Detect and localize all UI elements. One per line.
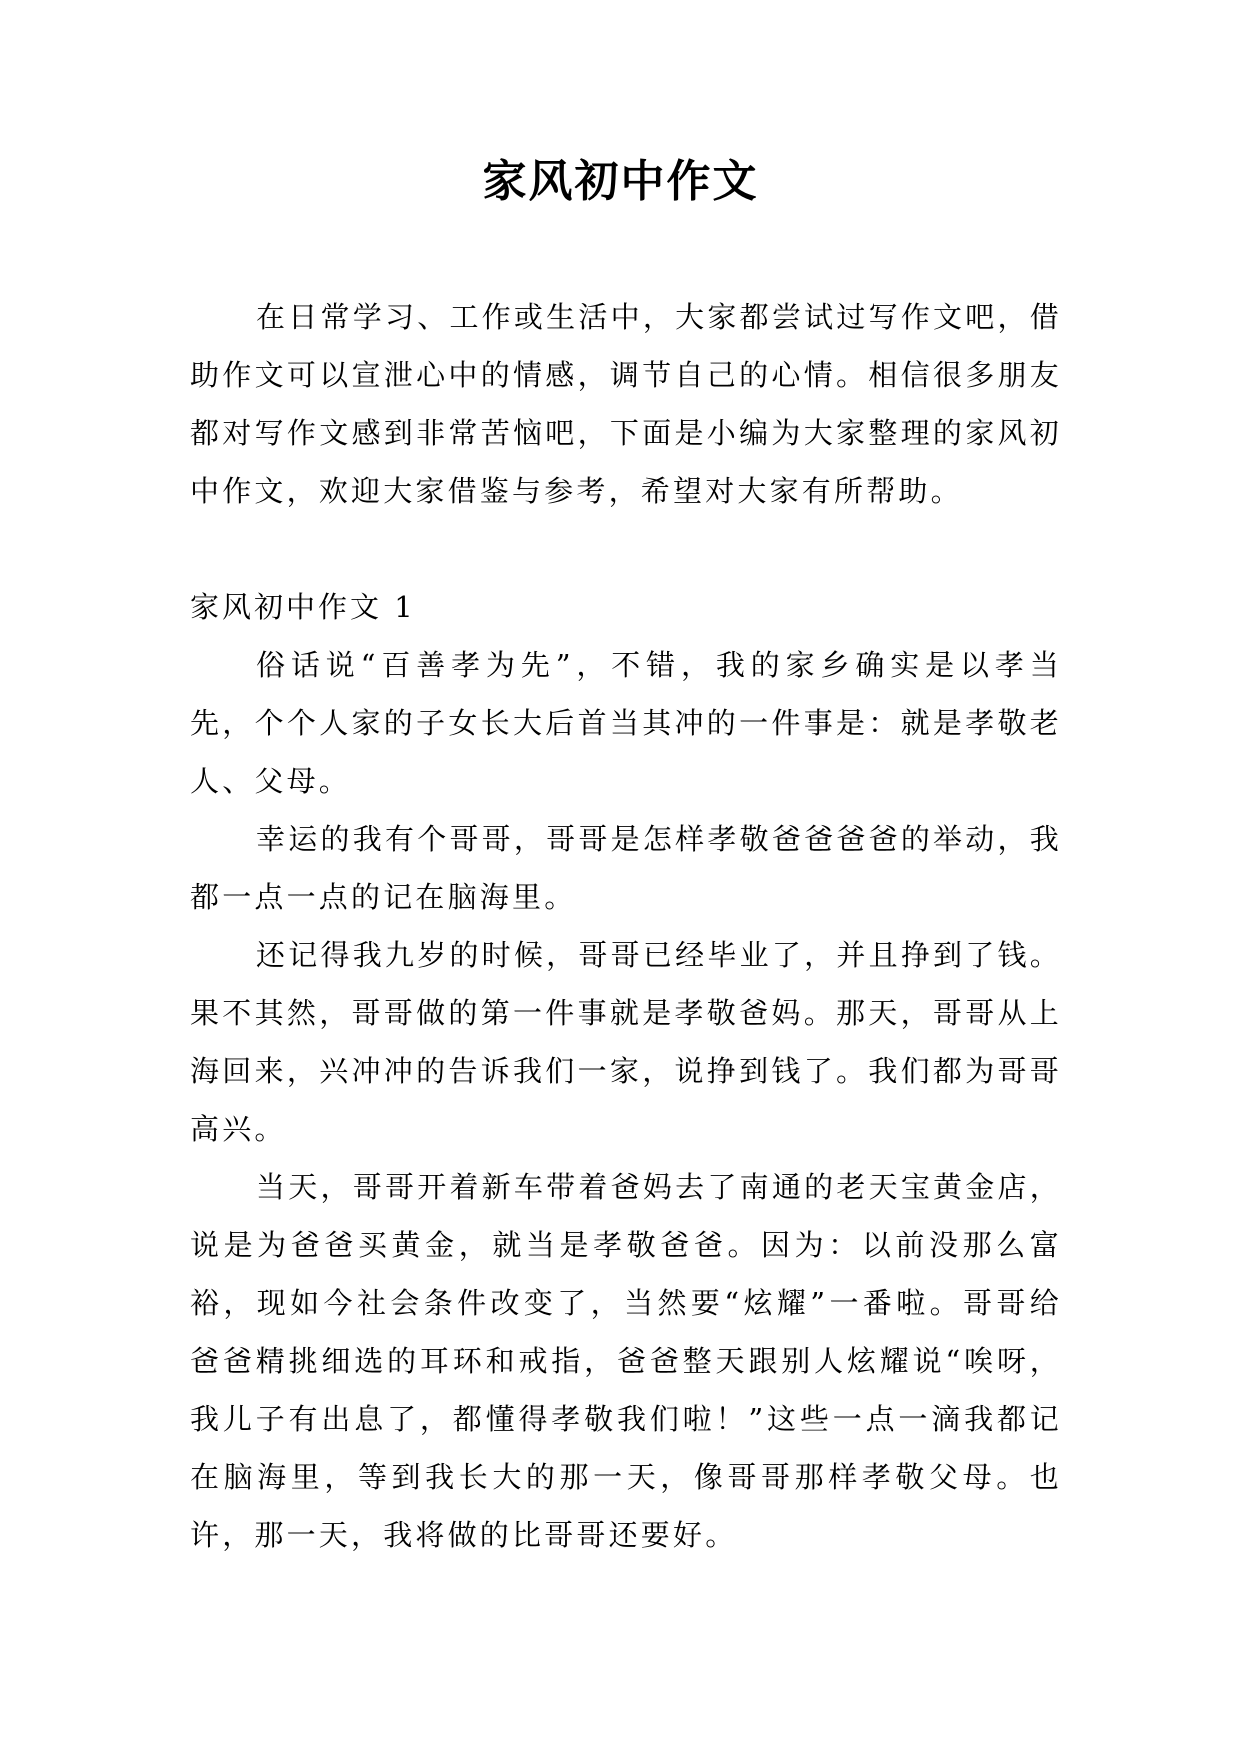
essay-paragraph-4: 当天，哥哥开着新车带着爸妈去了南通的老天宝黄金店，说是为爸爸买黄金，就当是孝敬爸爸。因为：以前没那么富裕，现如今社会条件改变了，当然要“炫耀”一番啦。哥哥给爸爸精挑细选的耳环和戒指，爸爸整天跟别人炫耀说“唉呀，我儿子有出息了，都懂得孝敬我们啦！”这些一点一滴我都记在脑海里，等到我长大的那一天，像哥哥那样孝敬父母。也许，那一天，我将做的比哥哥还要好。 xyxy=(190,1170,1062,1552)
document-title: 家风初中作文 xyxy=(482,156,759,207)
essay-heading: 家风初中作文 1 xyxy=(190,590,416,624)
essay-paragraph-2: 幸运的我有个哥哥，哥哥是怎样孝敬爸爸爸爸的举动，我都一点一点的记在脑海里。 xyxy=(190,822,1062,914)
intro-paragraph: 在日常学习、工作或生活中，大家都尝试过写作文吧，借助作文可以宣泄心中的情感，调节自己的心情。相信很多朋友都对写作文感到非常苦恼吧，下面是小编为大家整理的家风初中作文，欢迎大家借鉴与参考，希望对大家有所帮助。 xyxy=(190,300,1062,508)
essay-paragraph-1: 俗话说“百善孝为先”，不错，我的家乡确实是以孝当先，个个人家的子女长大后首当其冲的一件事是：就是孝敬老人、父母。 xyxy=(190,648,1062,798)
essay-paragraph-3: 还记得我九岁的时候，哥哥已经毕业了，并且挣到了钱。果不其然，哥哥做的第一件事就是孝敬爸妈。那天，哥哥从上海回来，兴冲冲的告诉我们一家，说挣到钱了。我们都为哥哥高兴。 xyxy=(190,938,1062,1146)
